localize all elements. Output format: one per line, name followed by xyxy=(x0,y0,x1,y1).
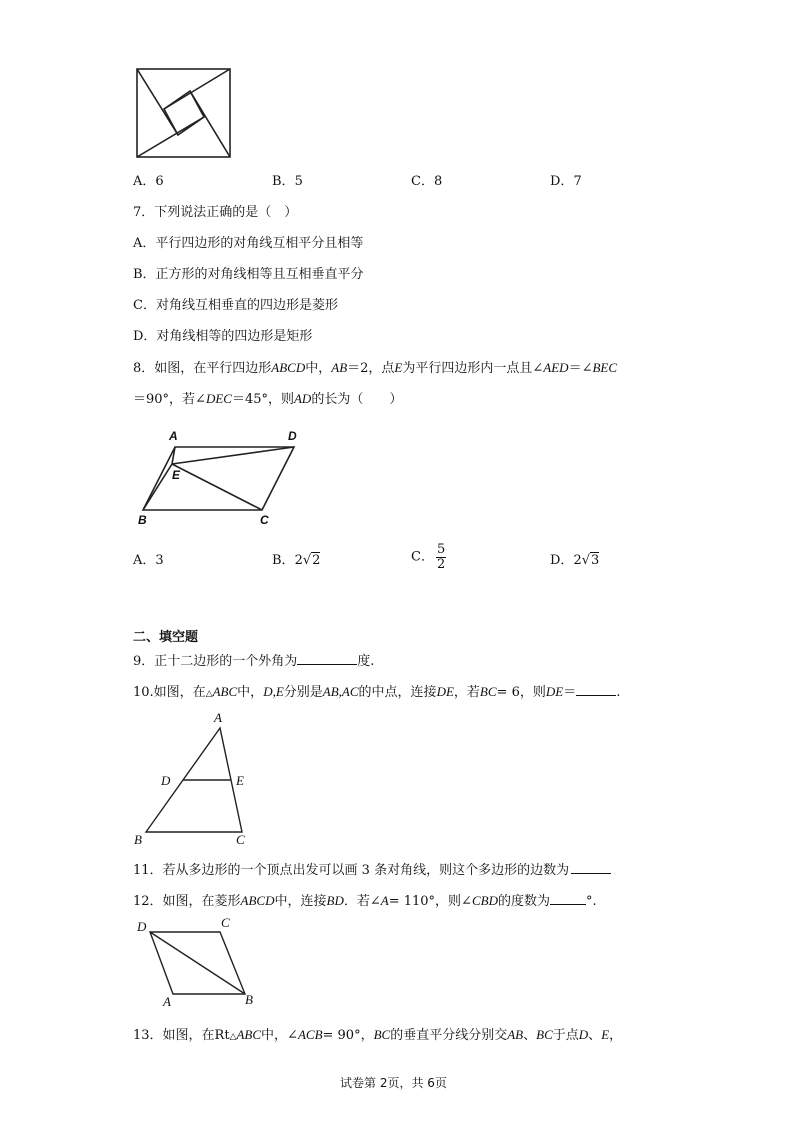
q7-option-b: B．正方形的对角线相等且互相垂直平分 xyxy=(133,267,364,282)
q8-label-c: C xyxy=(260,513,269,527)
q10-stem: 10.如图，在△ABC中，D,E分别是AB,AC的中点，连接DE，若BC= 6，则DE＝ . xyxy=(133,684,621,700)
q8-option-b: B．2√2 xyxy=(272,553,321,568)
q8-stem-line2: ＝90°，若∠DEC＝45°，则AD的长为（ ） xyxy=(133,391,403,407)
q10-label-c: C xyxy=(236,832,245,847)
q7-option-d: D．对角线相等的四边形是矩形 xyxy=(133,329,313,344)
q7-option-c: C．对角线互相垂直的四边形是菱形 xyxy=(133,298,338,313)
q12-label-d: D xyxy=(137,919,147,934)
q11-stem: 11．若从多边形的一个顶点出发可以画 3 条对角线，则这个多边形的边数为 xyxy=(133,861,611,879)
q6-option-c: C．8 xyxy=(411,174,443,189)
q8-option-c: C． $\frac{5}{2}$ xyxy=(411,542,446,572)
q10-label-a: A xyxy=(214,710,222,725)
q7-option-a: A．平行四边形的对角线互相平分且相等 xyxy=(133,236,364,251)
q8-option-a: A．3 xyxy=(133,553,164,568)
q8-label-d: D xyxy=(288,429,297,443)
q9-stem: 9．正十二边形的一个外角为 度. xyxy=(133,654,375,669)
q12-label-a: A xyxy=(163,994,171,1009)
page-footer: 试卷第 2页，共 6页 xyxy=(340,1076,447,1090)
q6-option-a: A．6 xyxy=(133,174,164,189)
q12-stem: 12．如图，在菱形ABCD中，连接BD．若∠A= 110°，则∠CBD的度数为 °. xyxy=(133,893,597,909)
q8-label-a: A xyxy=(169,429,178,443)
q8-option-d: D．2√3 xyxy=(550,553,600,568)
q13-stem: 13．如图，在Rt△ABC中，∠ACB= 90°，BC的垂直平分线分别交AB、BC于点D、E， xyxy=(133,1027,623,1043)
q6-option-d: D．7 xyxy=(550,174,582,189)
section-heading-fill-blank: 二、填空题 xyxy=(133,630,199,645)
q7-stem: 7．下列说法正确的是（ ） xyxy=(133,205,298,220)
q8-label-b: B xyxy=(138,513,147,527)
q10-label-d: D xyxy=(161,773,171,788)
q12-diagonal-bd xyxy=(150,932,245,994)
q8-label-e: E xyxy=(172,468,181,482)
q10-label-b: B xyxy=(134,832,142,847)
q10-label-e: E xyxy=(236,773,244,788)
q8-stem-line1: 8．如图，在平行四边形ABCD中，AB＝2，点E为平行四边形内一点且∠AED＝∠BEC xyxy=(133,360,618,376)
q6-option-b: B．5 xyxy=(272,174,303,189)
q12-label-c: C xyxy=(221,915,230,930)
q12-label-b: B xyxy=(245,992,253,1007)
